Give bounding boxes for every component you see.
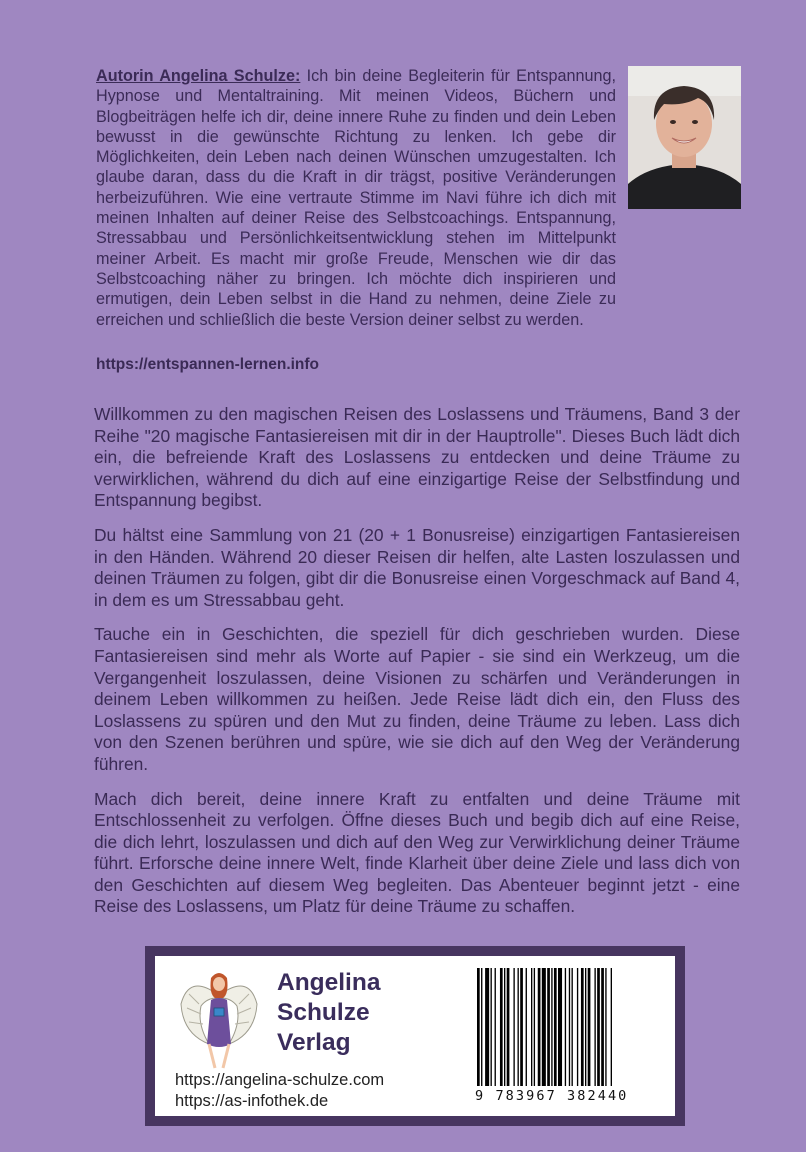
barcode-bars [475,968,660,1088]
barcode-bar [507,968,510,1086]
publisher-links [175,1070,384,1112]
isbn-number: 9 783967 382440 [475,1088,629,1104]
publisher-name-line: Verlag [277,1029,351,1056]
author-label: Autorin Angelina Schulze: [96,67,301,85]
barcode-bar [538,968,541,1086]
barcode-bar [520,968,523,1086]
publisher-box [145,946,685,1126]
barcode-bar [601,968,604,1086]
author-bio-text: Ich bin deine Begleiterin für Entspannung, Hypnose und Mentaltraining. Mit meinen Videos, Büchern und Blogbeiträgen helfe ich dir, deine innere Ruhe zu finden und dein Leben bewusst in die gewünschte Richtung zu lenken. Ich gebe dir Möglichkeiten, dein Leben nach deinen Wünschen umzugestalten. Ich glaube daran, dass du die Kraft in dir trägst, positive Veränderungen herbeizuführen. Wie eine vertraute Stimme im Navi führe ich dich mit meinen Inhalten auf deiner Reise des Selbstcoachings. Entspannung, Stressabbau und Persönlichkeitsentwicklung stehen im Mittelpunkt meiner Arbeit. Es macht mir große Freude, Menschen wie dir das Selbstcoaching näher zu bringen. Ich möchte dich inspirieren und ermutigen, dein Leben selbst in die Hand zu nehmen, deine Ziele zu erreichen und schließlich die beste Version deiner selbst zu werden. [96,67,616,329]
barcode-bar [500,968,503,1086]
angel-logo [179,964,259,1074]
publisher-box-inner [155,956,675,1116]
barcode-bar [594,968,595,1086]
description-paragraph: Mach dich bereit, deine innere Kraft zu entfalten und deine Träume mit Entschlossenheit zu verfolgen. Öffne dieses Buch und begib dich auf eine Reise, die dich lehrt, loszulassen und dich auf den Weg zur Verwirklichung deiner Träume führt. Erforsche deine innere Welt, finde Klarheit über deine Ziele und lass dich von den Geschichten auf diesem Weg begleiten. Das Abenteuer beginnt jetzt - eine Reise des Loslassens, um Platz für deine Träume zu schaffen. [94,788,740,917]
description-paragraph: Du hältst eine Sammlung von 21 (20 + 1 Bonusreise) einzigartigen Fantasiereisen in den Händen. Während 20 dieser Reisen dir helfen, alte Lasten loszulassen und deinen Träumen zu folgen, gibt dir die Bonusreise einen Vorgeschmack auf Band 4, in dem es um Stressabbau geht. [94,524,740,610]
barcode-bar [558,968,562,1086]
barcode-bar [581,968,584,1086]
publisher-name [277,968,380,1058]
barcode-bar [572,968,573,1086]
barcode-bar [491,968,492,1086]
barcode-bar [495,968,496,1086]
publisher-name-line: Schulze [277,999,370,1026]
description-paragraph: Tauche ein in Geschichten, die speziell für dich geschrieben wurden. Diese Fantasiereisen sind mehr als Worte auf Papier - sie sind ein Werkzeug, um die Vergangenheit loszulassen, deine Visionen zu schärfen und Veränderungen in deinem Leben willkommen zu heißen. Jede Reise lädt dich ein, den Fluss des Loslassens zu spüren und den Mut zu finden, deine Träume zu leben. Lass dich von den Szenen berühren und spüre, wie sie dich auf den Weg der Veränderung führen. [94,624,740,774]
barcode-bar [534,968,535,1086]
publisher-link[interactable]: https://angelina-schulze.com [175,1071,385,1089]
author-photo [628,66,741,209]
publisher-name-line: Angelina [277,969,381,996]
barcode-bar [485,968,489,1086]
barcode-bar [542,968,546,1086]
barcode-bar [504,968,505,1086]
barcode-bar [605,968,606,1086]
description [94,404,740,931]
barcode-bar [477,968,480,1086]
barcode-bar [597,968,600,1086]
barcode-bar [513,968,514,1086]
barcode-bar [577,968,578,1086]
publisher-link[interactable]: https://as-infothek.de [175,1092,329,1110]
barcode-bar [526,968,527,1086]
barcode-bar [585,968,586,1086]
barcode-bar [588,968,591,1086]
barcode-bar [554,968,557,1086]
barcode-bar [551,968,552,1086]
barcode-bar [569,968,570,1086]
barcode [475,968,660,1108]
barcode-bar [531,968,532,1086]
barcode-bar [518,968,519,1086]
barcode-bar [565,968,566,1086]
author-bio [96,66,616,330]
barcode-bar [481,968,482,1086]
author-website-link[interactable]: https://entspannen-lernen.info [96,356,320,373]
barcode-bar [611,968,612,1086]
barcode-bar [547,968,550,1086]
description-paragraph: Willkommen zu den magischen Reisen des Loslassens und Träumens, Band 3 der Reihe "20 magische Fantasiereisen mit dir in der Hauptrolle". Dieses Buch lädt dich ein, die befreiende Kraft des Loslassens zu entdecken und deine Träume zu verwirklichen, während du dich auf eine einzigartige Reise der Selbstfindung und Entspannung begibst. [94,404,740,511]
